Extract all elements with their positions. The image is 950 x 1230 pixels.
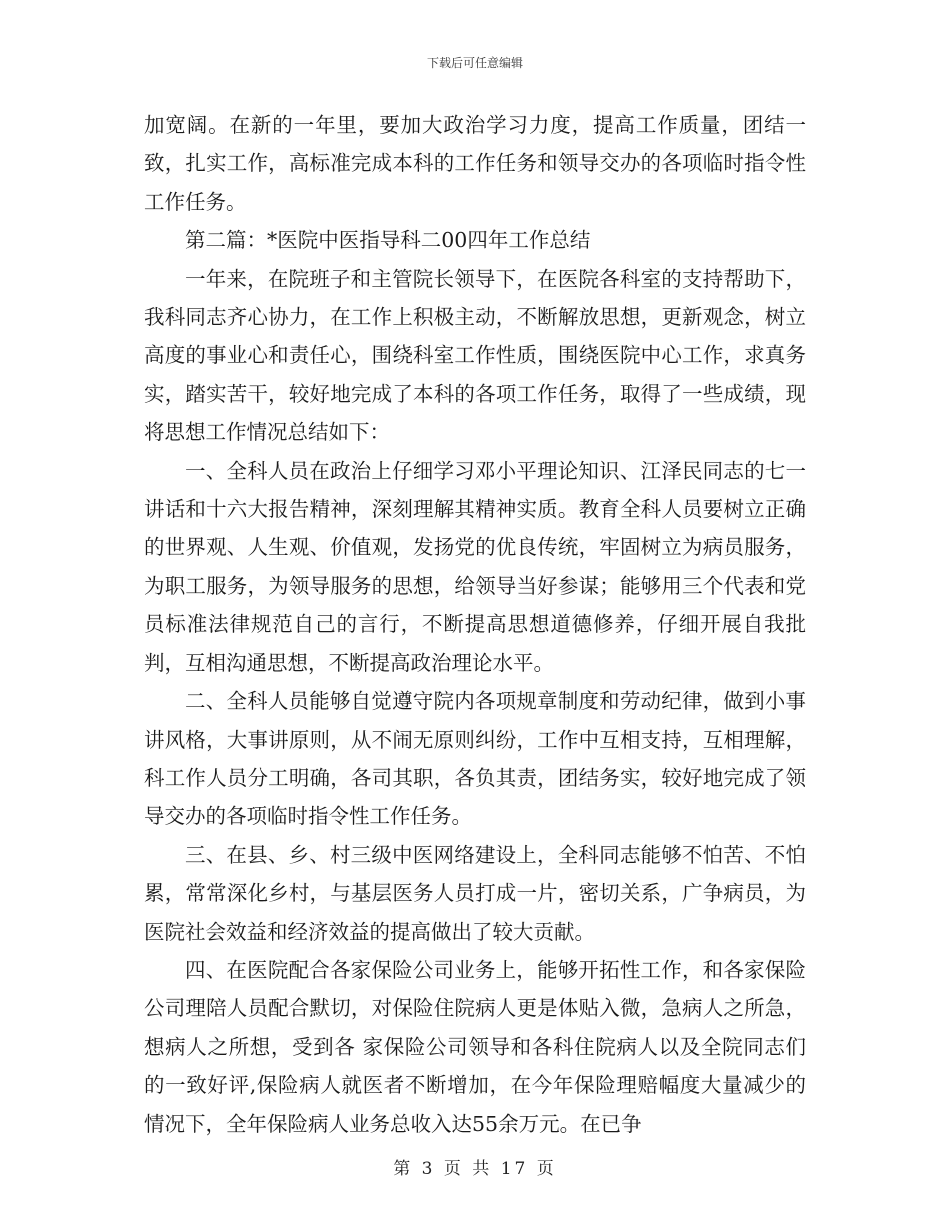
paragraph-point-1: 一、全科人员在政治上仔细学习邓小平理论知识、江泽民同志的七一讲话和十六大报告精神，深刻理解其精神实质。教育全科人员要树立正确的世界观、人生观、价值观，发扬党的优良传统，牢固树立为病员服务，为职工服务，为领导服务的思想，给领导当好参谋；能够用三个代表和党员标准法律规范自己的言行，不断提高思想道德修养，仔细开展自我批判，互相沟通思想，不断提高政治理论水平。 — [144, 458, 806, 675]
paragraph-point-2: 二、全科人员能够自觉遵守院内各项规章制度和劳动纪律，做到小事讲风格，大事讲原则，从不闹无原则纠纷，工作中互相支持，互相理解，科工作人员分工明确，各司其职，各负其责，团结务实，较好地完成了领导交办的各项临时指令性工作任务。 — [144, 689, 806, 829]
paragraph-point-4: 四、在医院配合各家保险公司业务上，能够开拓性工作，和各家保险公司理陪人员配合默切，对保险住院病人更是体贴入微，急病人之所急，想病人之所想，受到各 家保险公司领导和各科住院病人以及全院同志们的一致好评,保险病人就医者不断增加，在今年保险理赔幅度大量减少的情况下，全年保险病人业务总收入达55余万元。在已争 — [144, 957, 806, 1136]
paragraph-intro: 一年来，在院班子和主管院长领导下，在医院各科室的支持帮助下，我科同志齐心协力，在工作上积极主动，不断解放思想，更新观念，树立高度的事业心和责任心，围绕科室工作性质，围绕医院中心工作，求真务实，踏实苦干，较好地完成了本科的各项工作任务，取得了一些成绩，现将思想工作情况总结如下： — [144, 266, 806, 445]
paragraph-point-3: 三、在县、乡、村三级中医网络建设上，全科同志能够不怕苦、不怕累，常常深化乡村，与基层医务人员打成一片，密切关系，广争病员，为医院社会效益和经济效益的提高做出了较大贡献。 — [144, 842, 806, 944]
document-body — [144, 106, 806, 1143]
section-heading: 第二篇：*医院中医指导科二00四年工作总结 — [185, 228, 591, 253]
paragraph-continuation: 加宽阔。在新的一年里，要加大政治学习力度，提高工作质量，团结一致，扎实工作，高标准完成本科的工作任务和领导交办的各项临时指令性工作任务。 — [144, 113, 806, 214]
page-header: 下载后可任意编辑 — [426, 56, 523, 70]
page-number-footer: 第 3 页 共 17 页 — [393, 1159, 557, 1179]
